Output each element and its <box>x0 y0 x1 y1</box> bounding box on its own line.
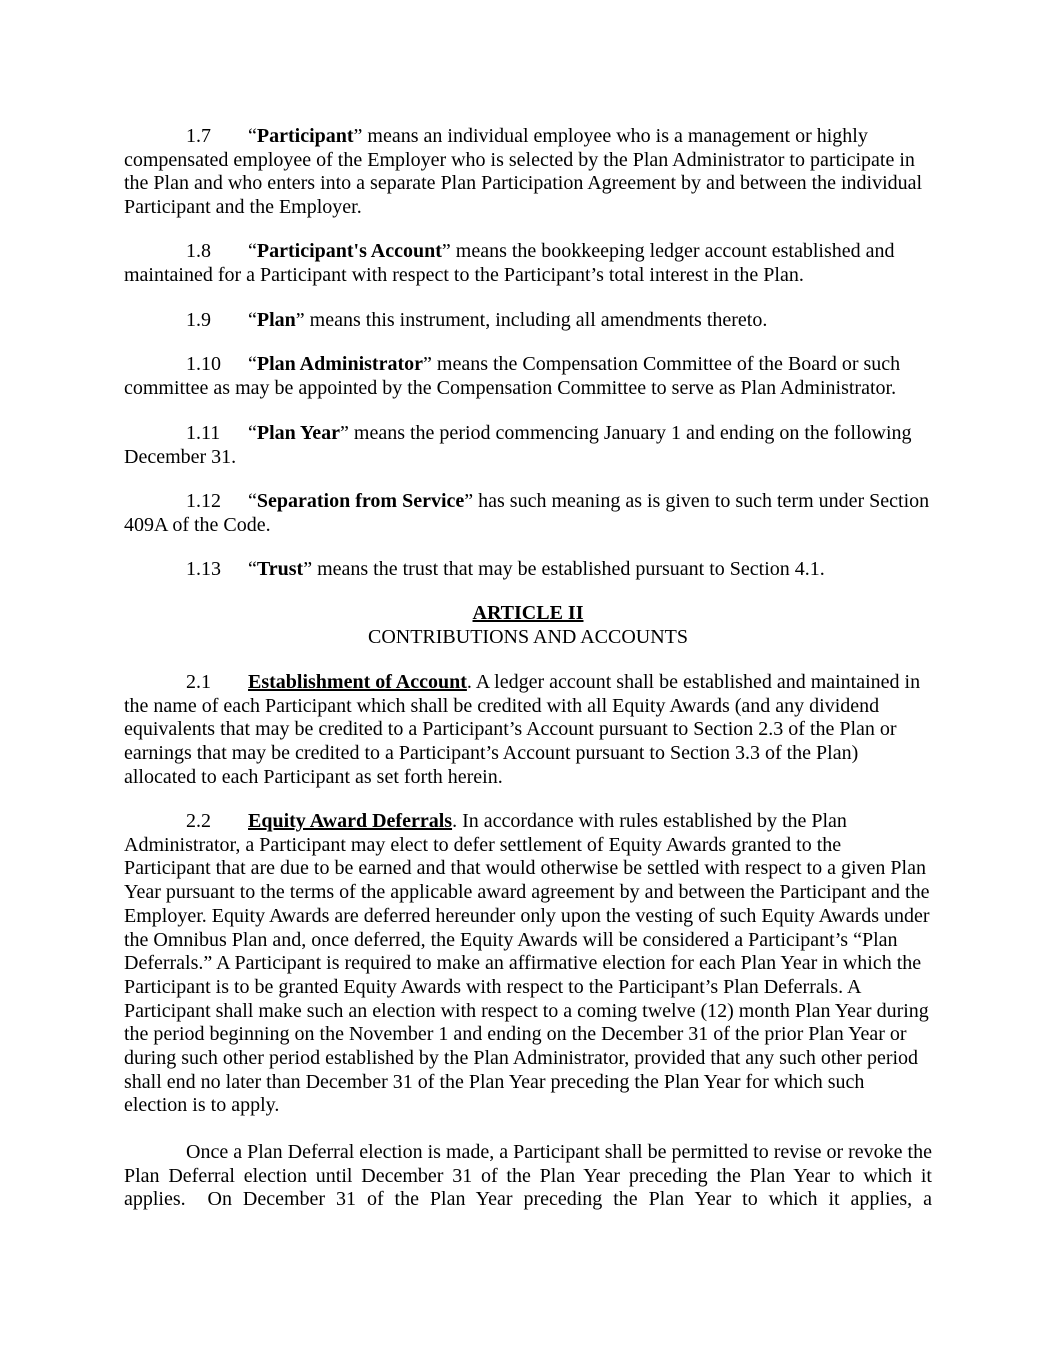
article-title: ARTICLE II <box>472 602 584 624</box>
definition-1-12 <box>124 490 932 537</box>
definition-1-7 <box>124 125 932 220</box>
section-number: 1.12 <box>186 490 221 512</box>
definition-1-11 <box>124 422 932 469</box>
section-2-2 <box>124 810 932 1118</box>
section-number: 1.13 <box>186 558 221 580</box>
section-number: 2.1 <box>186 671 211 693</box>
definition-text: ” means the bookkeeping ledger account established and maintained for a Participant with respect to the Participant’s total interest in the Plan. <box>124 240 895 286</box>
section-heading: Establishment of Account <box>248 671 467 693</box>
open-quote: “ <box>248 125 257 147</box>
article-heading <box>124 602 932 649</box>
defined-term: Participant <box>256 125 354 147</box>
definition-text: ” means an individual employee who is a management or highly compensated employee of the Employer who is selected by the Plan Administrator to participate in the Plan and who enters into a separate Plan Participation Agreement by and between the individual Participant and the Employer. <box>124 125 923 219</box>
open-quote: “ <box>248 422 257 444</box>
section-number: 1.9 <box>186 309 211 331</box>
article-subtitle: CONTRIBUTIONS AND ACCOUNTS <box>367 625 689 648</box>
defined-term: Separation from Service <box>256 490 465 512</box>
definition-1-8 <box>124 240 932 287</box>
section-text: . In accordance with rules established by the Plan Administrator, a Participant may elect to defer settlement of Equity Awards granted to the Participant that are due to be earned and that would otherwise be settled with respect to a given Plan Year pursuant to the terms of the applicable award agreement by and between the Participant and the Employer. Equity Awards are deferred hereunder only upon the vesting of such Equity Awards under the Omnibus Plan and, once deferred, the Equity Awards will be considered a Participant’s “Plan Deferrals.” A Participant is required to make an affirmative election for each Plan Year in which the Participant is to be granted Equity Awards with respect to the Participant’s Plan Deferrals. A Participant shall make such an election with respect to a coming twelve (12) month Plan Year during the period beginning on the November 1 and ending on the December 31 of the prior Plan Year or during such other period established by the Plan Administrator, provided that any such other period shall end no later than December 31 of the Plan Year preceding the Plan Year for which such election is to apply. <box>124 810 930 1117</box>
defined-term: Participant's Account <box>256 240 442 262</box>
section-number: 1.11 <box>186 422 221 444</box>
section-number: 1.7 <box>186 125 211 147</box>
definition-1-10 <box>124 353 932 400</box>
definition-text: ” means the Compensation Committee of the Board or such committee as may be appointed by the Compensation Committee to serve as Plan Administrator. <box>124 353 901 399</box>
definition-text: ” means this instrument, including all amendments thereto. <box>295 309 768 331</box>
definition-text: ” means the trust that may be established pursuant to Section 4.1. <box>303 558 825 580</box>
definition-text: ” means the period commencing January 1 and ending on the following December 31. <box>124 422 912 468</box>
section-number: 1.10 <box>186 353 221 375</box>
open-quote: “ <box>248 558 257 580</box>
open-quote: “ <box>248 309 257 331</box>
defined-term: Trust <box>256 558 304 580</box>
definition-1-9 <box>124 309 932 333</box>
section-number: 1.8 <box>186 240 211 262</box>
defined-term: Plan Year <box>256 422 341 444</box>
open-quote: “ <box>248 240 257 262</box>
section-heading: Equity Award Deferrals <box>248 810 453 832</box>
section-2-1 <box>124 671 932 790</box>
open-quote: “ <box>248 490 257 512</box>
continuation-paragraph: Once a Plan Deferral election is made, a Participant shall be permitted to revise or revoke the Plan Deferral election until December 31 of the Plan Year preceding the Plan Year to which it applies. On December 31 of the Plan Year preceding the Plan Year to which it applies, a <box>124 1141 937 1211</box>
definition-1-13 <box>124 558 932 582</box>
section-text: . A ledger account shall be established and maintained in the name of each Participant which shall be credited with all Equity Awards (and any dividend equivalents that may be credited to a Participant’s Account pursuant to Section 2.3 of the Plan or earnings that may be credited to a Participant’s Account pursuant to Section 3.3 of the Plan) allocated to each Participant as set forth herein. <box>124 671 921 788</box>
section-number: 2.2 <box>186 810 211 832</box>
definition-text: ” has such meaning as is given to such term under Section 409A of the Code. <box>124 490 930 536</box>
defined-term: Plan <box>256 309 296 331</box>
defined-term: Plan Administrator <box>256 353 424 375</box>
open-quote: “ <box>248 353 257 375</box>
